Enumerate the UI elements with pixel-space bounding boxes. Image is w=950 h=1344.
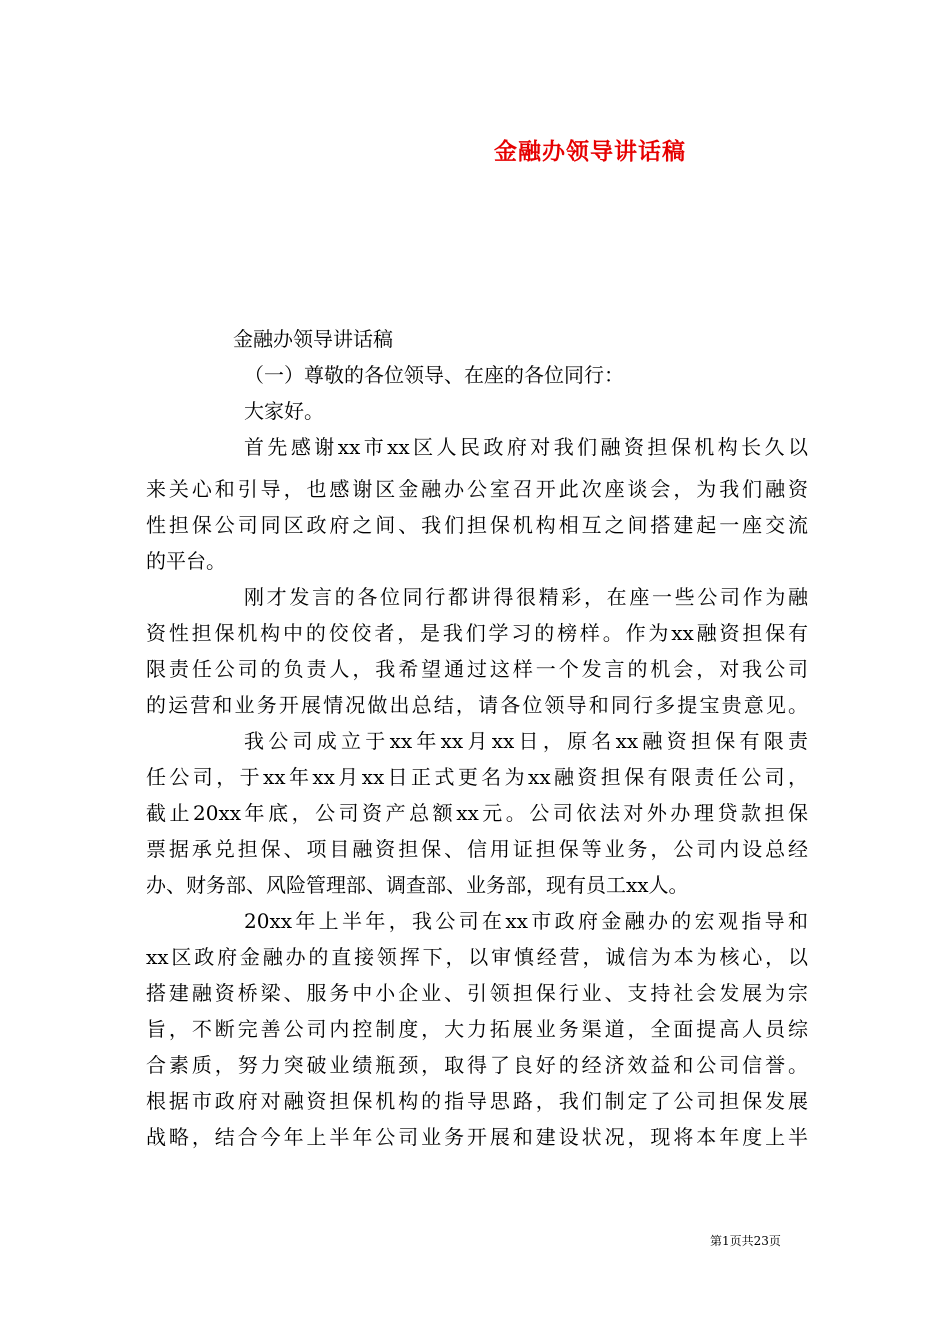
- paragraph-line: 的运营和业务开展情况做出总结，请各位领导和同行多提宝贵意见。: [146, 693, 808, 717]
- paragraph-line: 根据市政府对融资担保机构的指导思路，我们制定了公司担保发展: [146, 1089, 808, 1113]
- paragraph-line: 合素质，努力突破业绩瓶颈，取得了良好的经济效益和公司信誉。: [146, 1053, 808, 1077]
- paragraph-line: 战略，结合今年上半年公司业务开展和建设状况，现将本年度上半: [146, 1125, 808, 1149]
- paragraph-line: xx区政府金融办的直接领挥下，以审慎经营，诚信为本为核心，以: [146, 945, 808, 969]
- paragraph-line: 资性担保机构中的佼佼者，是我们学习的榜样。作为xx融资担保有: [146, 621, 808, 645]
- paragraph-line: 截止20xx年底，公司资产总额xx元。公司依法对外办理贷款担保: [146, 801, 808, 825]
- salutation-line: 大家好。: [244, 399, 324, 423]
- page-number: 第1页共23页: [710, 1234, 781, 1248]
- paragraph-line: 首先感谢xx市xx区人民政府对我们融资担保机构长久以: [244, 435, 808, 459]
- paragraph-line: 任公司，于xx年xx月xx日正式更名为xx融资担保有限责任公司，: [146, 765, 808, 789]
- paragraph-line: 办、财务部、风险管理部、调查部、业务部，现有员工xx人。: [146, 873, 689, 897]
- paragraph-line: 我公司成立于xx年xx月xx日，原名xx融资担保有限责: [244, 729, 808, 753]
- document-subtitle: 金融办领导讲话稿: [233, 327, 393, 351]
- paragraph-line: 旨，不断完善公司内控制度，大力拓展业务渠道，全面提高人员综: [146, 1017, 808, 1041]
- paragraph-line: 20xx年上半年，我公司在xx市政府金融办的宏观指导和: [244, 909, 808, 933]
- paragraph-line: 搭建融资桥梁、服务中小企业、引领担保行业、支持社会发展为宗: [146, 981, 808, 1005]
- document-title: 金融办领导讲话稿: [494, 138, 686, 165]
- paragraph-line: 性担保公司同区政府之间、我们担保机构相互之间搭建起一座交流: [146, 513, 808, 537]
- greeting-line: （一）尊敬的各位领导、在座的各位同行：: [244, 363, 624, 387]
- paragraph-line: 限责任公司的负责人，我希望通过这样一个发言的机会，对我公司: [146, 657, 808, 681]
- paragraph-line: 刚才发言的各位同行都讲得很精彩，在座一些公司作为融: [244, 585, 808, 609]
- paragraph-line: 来关心和引导，也感谢区金融办公室召开此次座谈会，为我们融资: [146, 477, 808, 501]
- paragraph-line: 票据承兑担保、项目融资担保、信用证担保等业务，公司内设总经: [146, 837, 808, 861]
- paragraph-line: 的平台。: [146, 549, 226, 573]
